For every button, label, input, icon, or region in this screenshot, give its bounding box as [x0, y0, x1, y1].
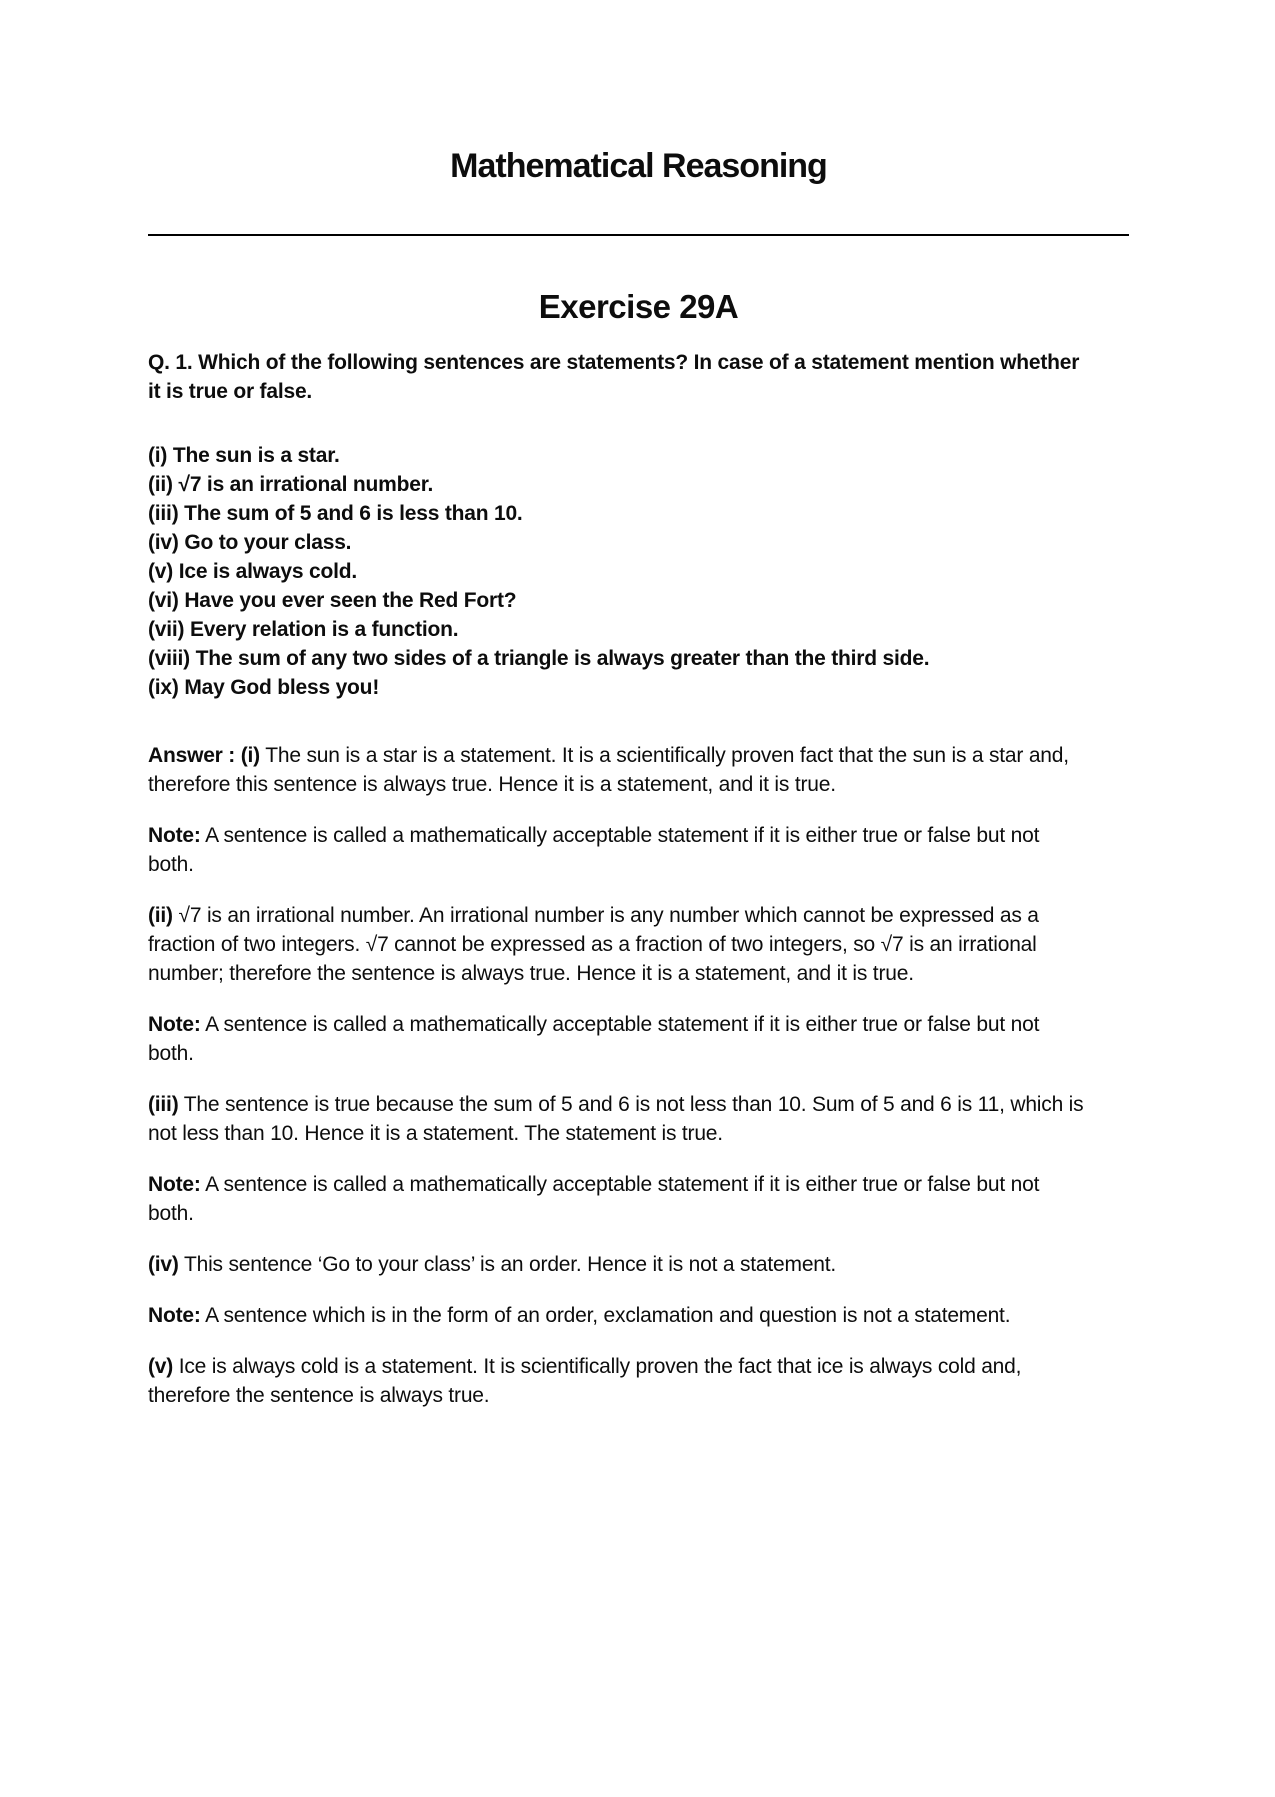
- question-item: (viii) The sum of any two sides of a triangle is always greater than the third side.: [148, 647, 930, 670]
- question-item: (i) The sun is a star.: [148, 444, 340, 467]
- answer-section: [148, 741, 1129, 1410]
- answer-paragraph: [148, 741, 1086, 799]
- question-item-list: [148, 441, 1129, 702]
- page-title: Mathematical Reasoning: [450, 147, 827, 185]
- section-heading: Exercise 29A: [538, 288, 739, 325]
- answer-text: Ice is always cold is a statement. It is scientifically proven the fact that ice is always cold and, therefore the sentence is always true.: [148, 1355, 1022, 1407]
- question-item: (v) Ice is always cold.: [148, 560, 357, 583]
- answer-lead: Note:: [148, 824, 201, 847]
- answer-paragraph: [148, 821, 1086, 879]
- answer-lead: (ii): [148, 904, 173, 927]
- answer-lead: (iii): [148, 1093, 179, 1116]
- answer-text: This sentence ‘Go to your class’ is an order. Hence it is not a statement.: [183, 1253, 837, 1276]
- question-text: Q. 1. Which of the following sentences are statements? In case of a statement mention whether it is true or false.: [148, 351, 1080, 403]
- question-item: (vi) Have you ever seen the Red Fort?: [148, 589, 517, 612]
- answer-lead: Note:: [148, 1173, 201, 1196]
- answer-lead: Note:: [148, 1013, 201, 1036]
- answer-text: A sentence is called a mathematically acceptable statement if it is either true or false but not both.: [148, 824, 1040, 876]
- answer-paragraph: [148, 1250, 1086, 1279]
- answer-paragraph: [148, 1010, 1086, 1068]
- answer-text: The sentence is true because the sum of 5 and 6 is not less than 10. Sum of 5 and 6 is 11, which is not less than 10. Hence it is a statement. The statement is true.: [148, 1093, 1084, 1145]
- answer-paragraph: [148, 901, 1086, 988]
- answer-paragraph: [148, 1352, 1086, 1410]
- answer-text: A sentence is called a mathematically acceptable statement if it is either true or false but not both.: [148, 1013, 1040, 1065]
- answer-text: A sentence is called a mathematically acceptable statement if it is either true or false but not both.: [148, 1173, 1040, 1225]
- answer-lead: Answer : (i): [148, 744, 260, 767]
- document-page: [0, 146, 1275, 1797]
- answer-lead: Note:: [148, 1304, 201, 1327]
- question-item: (ii) √7 is an irrational number.: [148, 473, 434, 496]
- answer-lead: (iv): [148, 1253, 179, 1276]
- answer-text: A sentence which is in the form of an order, exclamation and question is not a statement.: [205, 1304, 1011, 1327]
- answer-lead: (v): [148, 1355, 174, 1378]
- answer-paragraph: [148, 1170, 1086, 1228]
- question-item: (ix) May God bless you!: [148, 676, 380, 699]
- divider-rule: [148, 234, 1129, 236]
- answer-text: The sun is a star is a statement. It is a scientifically proven fact that the sun is a star and, therefore this sentence is always true. Hence it is a statement, and it is true.: [148, 744, 1069, 796]
- answer-paragraph: [148, 1301, 1086, 1330]
- question-item: (iv) Go to your class.: [148, 531, 352, 554]
- question-item: (vii) Every relation is a function.: [148, 618, 459, 641]
- question-item: (iii) The sum of 5 and 6 is less than 10.: [148, 502, 523, 525]
- answer-paragraph: [148, 1090, 1086, 1148]
- answer-text: √7 is an irrational number. An irrational number is any number which cannot be expressed as a fraction of two integers. √7 cannot be expressed as a fraction of two integers, so √7 is an irrational number; therefore the sentence is always true. Hence it is a statement, and it is true.: [148, 904, 1039, 985]
